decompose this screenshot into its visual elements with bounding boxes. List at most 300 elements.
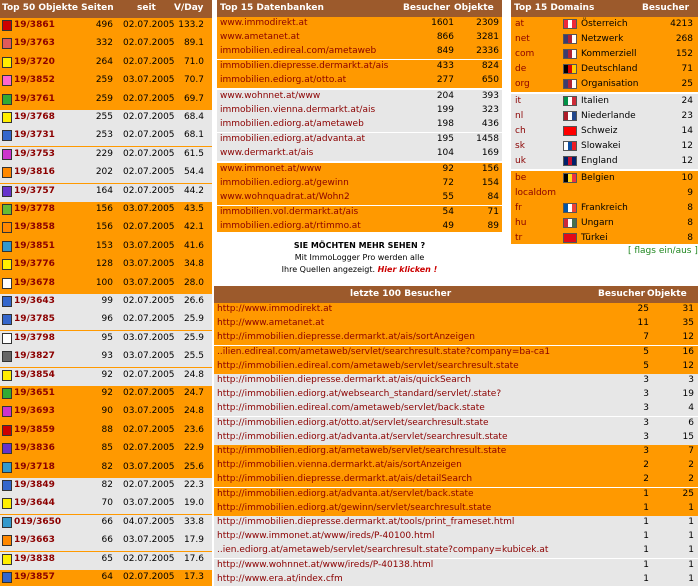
domain-name: Belgien	[581, 173, 615, 183]
domain-row	[511, 231, 698, 244]
object-link[interactable]: 19/3861	[14, 20, 55, 30]
object-vday: 24.8	[183, 406, 204, 417]
object-vday: 42.1	[183, 222, 204, 233]
visitor-besucher: 3	[643, 417, 649, 428]
datenbank-link[interactable]: immobilien.ediorg.at/otto.at	[220, 74, 347, 85]
top50-row[interactable]	[0, 36, 212, 54]
country-flag-icon	[563, 96, 577, 106]
domain-code: at	[515, 19, 525, 29]
visitor-besucher: 1	[643, 573, 649, 584]
datenbank-link[interactable]: immobilien.ediorg.at/gewinn	[220, 178, 349, 189]
top50-row[interactable]	[0, 496, 212, 514]
datenbank-objekte: 154	[481, 178, 499, 189]
top50-row[interactable]	[0, 18, 212, 36]
datenbank-objekte: 323	[481, 105, 499, 116]
object-count: 65	[101, 553, 113, 564]
visitor-objekte: 25	[682, 488, 694, 499]
datenbank-besucher: 92	[442, 164, 454, 174]
visitor-objekte: 19	[682, 389, 694, 400]
top50-row[interactable]	[0, 220, 212, 238]
visitor-row[interactable]	[214, 374, 698, 388]
visitor-row[interactable]	[214, 303, 698, 317]
visitor-besucher: 3	[643, 446, 649, 456]
object-count: 100	[95, 277, 113, 288]
object-date: 02.07.2005	[123, 130, 175, 141]
visitor-row[interactable]	[214, 559, 698, 573]
object-count: 153	[95, 240, 113, 251]
object-count: 82	[101, 480, 113, 490]
top50-row[interactable]	[0, 349, 212, 367]
visitor-besucher: 2	[643, 474, 649, 485]
visitor-row[interactable]	[214, 388, 698, 402]
visitor-objekte: 31	[682, 304, 694, 314]
object-link[interactable]: 19/3720	[14, 56, 55, 67]
object-vday: 26.6	[183, 296, 204, 306]
object-link[interactable]: 19/3798	[14, 332, 55, 343]
country-flag-icon	[563, 34, 577, 44]
object-date: 02.07.2005	[123, 572, 175, 582]
visitor-link[interactable]: http://immobilien.diepresse.dermarkt.at/ais/detailSearch	[217, 474, 473, 485]
object-date: 03.07.2005	[123, 277, 175, 288]
datenbank-link[interactable]: www.immonet.at/www	[220, 164, 322, 174]
top50-row[interactable]	[0, 239, 212, 257]
visitor-besucher: 3	[643, 431, 649, 442]
visitor-row[interactable]	[214, 502, 698, 516]
top50-row[interactable]	[0, 73, 212, 91]
top50-panel	[0, 0, 212, 586]
promo-click-link[interactable]: Hier klicken !	[377, 265, 438, 274]
object-date: 02.07.2005	[123, 93, 175, 104]
object-vday: 22.9	[183, 443, 204, 454]
object-link[interactable]: 19/3838	[14, 553, 55, 564]
object-date: 03.07.2005	[123, 240, 175, 251]
object-link[interactable]: 19/3768	[14, 112, 55, 122]
object-vday: 70.7	[183, 75, 204, 86]
document-icon	[2, 149, 12, 160]
visitor-besucher: 3	[643, 375, 649, 385]
visitor-link[interactable]: http://immobilien.ediorg.at/advanta.at/servlet/searchresult.state	[217, 431, 508, 442]
document-icon	[2, 296, 12, 307]
top50-row[interactable]	[0, 184, 212, 202]
visitor-link[interactable]: http://www.immonet.at/www/ireds/P-40100.html	[217, 531, 435, 542]
domain-code: tr	[515, 233, 523, 243]
document-icon	[2, 554, 12, 565]
object-link[interactable]: 19/3852	[14, 75, 55, 86]
domain-code: ch	[515, 126, 526, 136]
object-vday: 25.5	[183, 351, 204, 362]
top50-row[interactable]	[0, 276, 212, 294]
domain-count: 10	[681, 173, 693, 183]
object-count: 164	[95, 185, 113, 196]
visitor-row[interactable]	[214, 544, 698, 558]
visitor-row[interactable]	[214, 530, 698, 544]
top50-row[interactable]	[0, 404, 212, 422]
country-flag-icon	[563, 19, 577, 29]
domain-code: nl	[515, 111, 524, 121]
domain-name: Organisation	[581, 79, 639, 89]
object-date: 03.07.2005	[123, 498, 175, 509]
datenbank-link[interactable]: www.wohnquadrat.at/Wohn2	[220, 192, 350, 203]
document-icon	[2, 517, 12, 528]
visitor-link[interactable]: http://immobilien.diepresse.dermarkt.at/ais/sortAnzeigen	[217, 332, 475, 343]
object-date: 04.07.2005	[123, 516, 175, 527]
domain-row	[511, 32, 698, 47]
datenbank-row[interactable]	[217, 147, 502, 161]
object-link[interactable]: 19/3785	[14, 314, 55, 325]
top50-row[interactable]	[0, 570, 212, 586]
visitor-link[interactable]: http://immobilien.ediorg.at/advanta.at/servlet/back.state	[217, 488, 474, 499]
datenbank-link[interactable]: www.dermarkt.at/ais	[220, 147, 314, 158]
domain-name: England	[581, 156, 618, 166]
datenbank-besucher: 55	[442, 192, 454, 203]
object-count: 82	[101, 461, 113, 472]
object-vday: 24.8	[183, 369, 204, 380]
domain-name: Ungarn	[581, 218, 614, 228]
visitor-link[interactable]: http://immobilien.edireal.com/ametaweb/servlet/back.state	[217, 403, 485, 414]
visitor-row[interactable]	[214, 360, 698, 374]
datenbank-link[interactable]: immobilien.ediorg.at/ametaweb	[220, 119, 364, 130]
datenbank-link[interactable]: www.immodirekt.at	[220, 18, 308, 28]
visitor-link[interactable]: http://www.ametanet.at	[217, 318, 325, 329]
domain-count: 25	[681, 79, 693, 89]
top50-row[interactable]	[0, 460, 212, 478]
visitor-link[interactable]: http://www.immodirekt.at	[217, 304, 333, 314]
object-vday: 25.9	[183, 314, 204, 325]
visitor-besucher: 1	[643, 545, 649, 556]
visitor-link[interactable]: http://immobilien.diepresse.dermarkt.at/tools/print_frameset.html	[217, 517, 515, 527]
object-vday: 17.3	[183, 572, 204, 582]
top50-row[interactable]	[0, 533, 212, 551]
datenbank-link[interactable]: immobilien.vienna.dermarkt.at/ais	[220, 105, 376, 116]
datenbank-row[interactable]	[217, 177, 502, 191]
visitor-link[interactable]: http://immobilien.diepresse.dermarkt.at/ais/quickSearch	[217, 375, 471, 385]
domain-name: Kommerziell	[581, 49, 637, 59]
object-link[interactable]: 19/3778	[14, 204, 55, 214]
datenbank-besucher: 277	[436, 74, 454, 85]
visitor-link[interactable]: ..ilien.edireal.com/ametaweb/servlet/searchresult.state?company=ba-ca1	[217, 346, 551, 357]
object-link[interactable]: 19/3753	[14, 148, 55, 159]
document-icon	[2, 443, 12, 454]
top50-row[interactable]	[0, 257, 212, 275]
visitor-objekte: 2	[688, 460, 694, 471]
datenbank-besucher: 1601	[431, 18, 454, 28]
domain-row	[511, 17, 698, 32]
object-link[interactable]: 19/3857	[14, 572, 55, 582]
visitor-row[interactable]	[214, 317, 698, 331]
domain-count: 14	[681, 126, 693, 136]
object-link[interactable]: 19/3663	[14, 535, 55, 546]
object-date: 02.07.2005	[123, 388, 175, 398]
object-count: 156	[95, 204, 113, 214]
object-count: 156	[95, 222, 113, 233]
datenbank-link[interactable]: immobilien.diepresse.dermarkt.at/ais	[220, 60, 389, 71]
visitor-objekte: 1	[688, 502, 694, 513]
object-date: 03.07.2005	[123, 535, 175, 546]
visitor-link[interactable]: http://www.wohnnet.at/www/ireds/P-40138.html	[217, 559, 434, 570]
top50-row[interactable]	[0, 515, 212, 533]
document-icon	[2, 535, 12, 546]
domain-name: Türkei	[581, 233, 608, 243]
object-link[interactable]: 19/3757	[14, 185, 55, 196]
country-flag-icon	[563, 79, 577, 89]
object-vday: 71.0	[183, 56, 204, 67]
datenbank-row[interactable]	[217, 90, 502, 104]
domain-count: 8	[687, 218, 693, 228]
document-icon	[2, 351, 12, 362]
object-vday: 34.8	[183, 259, 204, 270]
object-date: 03.07.2005	[123, 406, 175, 417]
datenbank-besucher: 849	[436, 46, 454, 57]
visitor-link[interactable]: http://immobilien.ediorg.at/websearch_standard/servlet/.state?	[217, 389, 502, 400]
datenbank-row[interactable]	[217, 45, 502, 59]
datenbank-link[interactable]: immobilien.ediorg.at/rtimmo.at	[220, 220, 361, 231]
object-link[interactable]: 19/3827	[14, 351, 55, 362]
visitor-link[interactable]: ..ien.ediorg.at/ametaweb/servlet/searchresult.state?company=kubicek.at	[217, 545, 549, 556]
object-link[interactable]: 19/3763	[14, 38, 55, 49]
visitor-link[interactable]: http://immobilien.ediorg.at/otto.at/servlet/searchresult.state	[217, 417, 489, 428]
visitor-row[interactable]	[214, 331, 698, 345]
domain-row	[511, 109, 698, 124]
domain-name: Netzwerk	[581, 34, 624, 44]
datenbank-row[interactable]	[217, 220, 502, 232]
document-icon	[2, 259, 12, 270]
domain-count: 23	[681, 111, 693, 121]
datenbank-besucher: 49	[442, 220, 454, 231]
datenbank-row[interactable]	[217, 133, 502, 147]
datenbank-link[interactable]: immobilien.edireal.com/ametaweb	[220, 46, 377, 57]
visitor-objekte: 4	[688, 403, 694, 414]
datenbank-objekte: 436	[481, 119, 499, 130]
object-link[interactable]: 19/3643	[14, 296, 55, 306]
datenbank-row[interactable]	[217, 74, 502, 88]
visitors-panel	[214, 286, 698, 586]
datenbank-row[interactable]	[217, 163, 502, 177]
visitor-row[interactable]	[214, 445, 698, 459]
visitor-link[interactable]: http://immobilien.ediorg.at/gewinn/servlet/searchresult.state	[217, 502, 492, 513]
object-link[interactable]: 19/3761	[14, 93, 55, 104]
object-vday: 69.7	[183, 93, 204, 104]
datenbank-link[interactable]: www.ametanet.at	[220, 32, 300, 43]
visitors-title: letzte 100 Besucher	[350, 289, 452, 299]
visitor-row[interactable]	[214, 402, 698, 416]
object-date: 03.07.2005	[123, 461, 175, 472]
object-link[interactable]: 19/3693	[14, 406, 55, 417]
visitor-row[interactable]	[214, 346, 698, 360]
top50-row[interactable]	[0, 110, 212, 128]
top50-row[interactable]	[0, 147, 212, 165]
object-link[interactable]: 19/3858	[14, 222, 55, 233]
datenbank-objekte: 393	[481, 91, 499, 101]
visitor-objekte: 35	[682, 318, 694, 329]
visitor-row[interactable]	[214, 459, 698, 473]
domain-name: Deutschland	[581, 64, 638, 74]
datenbank-row[interactable]	[217, 31, 502, 45]
domain-code: com	[515, 49, 535, 59]
document-icon	[2, 462, 12, 473]
object-count: 92	[101, 369, 113, 380]
datenbank-objekte: 1458	[476, 133, 499, 144]
object-date: 02.07.2005	[123, 424, 175, 435]
object-link[interactable]: 19/3651	[14, 388, 55, 398]
datenbank-objekte: 824	[481, 60, 499, 71]
object-count: 259	[95, 93, 113, 104]
datenbank-besucher: 198	[436, 119, 454, 130]
domains-panel	[511, 0, 698, 244]
flags-toggle-link[interactable]: [ flags ein/aus ]	[628, 246, 698, 256]
visitor-objekte: 2	[688, 474, 694, 485]
promo-block	[217, 240, 502, 276]
datenbank-objekte: 2309	[476, 18, 499, 28]
datenbank-row[interactable]	[217, 60, 502, 74]
visitor-besucher: 1	[643, 517, 649, 527]
object-count: 90	[101, 406, 113, 417]
top50-row[interactable]	[0, 202, 212, 220]
document-icon	[2, 222, 12, 233]
object-link[interactable]: 19/3849	[14, 480, 55, 490]
datenbank-link[interactable]: immobilien.ediorg.at/advanta.at	[220, 133, 366, 144]
visitor-besucher: 3	[643, 403, 649, 414]
visitor-row[interactable]	[214, 488, 698, 502]
visitor-link[interactable]: http://www.era.at/index.cfm	[217, 573, 343, 584]
datenbank-besucher: 195	[436, 133, 454, 144]
datenbank-link[interactable]: www.wohnnet.at/www	[220, 91, 321, 101]
datenbanken-panel	[217, 0, 502, 232]
country-flag-icon	[563, 126, 577, 136]
object-link[interactable]: 19/3859	[14, 424, 55, 435]
visitor-row[interactable]	[214, 516, 698, 530]
visitors-objekte-header: Objekte	[647, 289, 687, 299]
top50-row[interactable]	[0, 423, 212, 441]
datenbank-row[interactable]	[217, 191, 502, 205]
visitor-objekte: 1	[688, 531, 694, 542]
top50-row[interactable]	[0, 441, 212, 459]
visitor-link[interactable]: http://immobilien.edireal.com/ametaweb/servlet/searchresult.state	[217, 360, 519, 371]
country-flag-icon	[563, 64, 577, 74]
object-count: 85	[101, 443, 113, 454]
domain-row	[511, 171, 698, 186]
visitor-link[interactable]: http://immobilien.vienna.dermarkt.at/ais/sortAnzeigen	[217, 460, 462, 471]
object-vday: 68.1	[183, 130, 204, 141]
top50-row[interactable]	[0, 294, 212, 312]
top50-row[interactable]	[0, 312, 212, 330]
object-link[interactable]: 19/3644	[14, 498, 55, 509]
object-link[interactable]: 19/3776	[14, 259, 55, 270]
visitor-objekte: 1	[688, 559, 694, 570]
object-link[interactable]: 19/3851	[14, 240, 55, 251]
object-count: 92	[101, 388, 113, 398]
document-icon	[2, 498, 12, 509]
object-date: 03.07.2005	[123, 332, 175, 343]
domain-count: 12	[681, 141, 693, 151]
top50-row[interactable]	[0, 552, 212, 570]
datenbank-row[interactable]	[217, 104, 502, 118]
visitor-link[interactable]: http://immobilien.ediorg.at/ametaweb/servlet/searchresult.state	[217, 446, 507, 456]
datenbank-besucher: 204	[436, 91, 454, 101]
object-count: 496	[95, 20, 113, 30]
object-link[interactable]: 19/3854	[14, 369, 55, 380]
document-icon	[2, 314, 12, 325]
datenbank-objekte: 650	[481, 74, 499, 85]
object-vday: 43.5	[183, 204, 204, 214]
top50-row[interactable]	[0, 92, 212, 110]
object-count: 332	[95, 38, 113, 49]
object-count: 70	[101, 498, 113, 509]
top50-row[interactable]	[0, 55, 212, 73]
datenbank-objekte: 71	[487, 206, 499, 217]
domain-count: 12	[681, 156, 693, 166]
promo-line3-text: Ihre Quellen angezeigt.	[281, 265, 376, 274]
document-icon	[2, 38, 12, 49]
country-flag-icon	[563, 156, 577, 166]
domain-code: it	[515, 96, 522, 106]
object-date: 02.07.2005	[123, 112, 175, 122]
object-date: 02.07.2005	[123, 443, 175, 454]
object-count: 96	[101, 314, 113, 325]
document-icon	[2, 75, 12, 86]
promo-line2: Mit ImmoLogger Pro werden alle	[294, 253, 425, 262]
document-icon	[2, 333, 12, 344]
object-date: 02.07.2005	[123, 56, 175, 67]
domain-count: 4213	[670, 19, 693, 29]
datenbank-besucher: 199	[436, 105, 454, 116]
datenbank-row[interactable]	[217, 17, 502, 31]
object-count: 99	[101, 296, 113, 306]
object-count: 66	[101, 535, 113, 546]
object-date: 02.07.2005	[123, 480, 175, 490]
domains-besucher-header: Besucher	[642, 3, 690, 13]
object-vday: 54.4	[183, 167, 204, 178]
visitor-row[interactable]	[214, 573, 698, 586]
object-vday: 22.3	[183, 480, 204, 490]
datenbank-besucher: 433	[436, 60, 454, 71]
object-count: 128	[95, 259, 113, 270]
visitor-objekte: 16	[682, 346, 694, 357]
object-link[interactable]: 19/3731	[14, 130, 55, 141]
object-link[interactable]: 19/3836	[14, 443, 55, 454]
top50-row[interactable]	[0, 368, 212, 386]
datenbank-row[interactable]	[217, 206, 502, 220]
object-link[interactable]: 19/3816	[14, 167, 55, 178]
country-flag-icon	[563, 111, 577, 121]
object-link[interactable]: 19/3678	[14, 277, 55, 288]
datenbanken-header	[217, 0, 502, 17]
visitor-besucher: 1	[643, 488, 649, 499]
top50-row[interactable]	[0, 165, 212, 183]
top50-row[interactable]	[0, 128, 212, 146]
document-icon	[2, 20, 12, 31]
top50-row[interactable]	[0, 331, 212, 349]
datenbank-link[interactable]: immobilien.vol.dermarkt.at/ais	[220, 206, 359, 217]
datenbank-row[interactable]	[217, 118, 502, 132]
visitor-row[interactable]	[214, 473, 698, 487]
visitor-row[interactable]	[214, 431, 698, 445]
object-link[interactable]: 19/3718	[14, 461, 55, 472]
object-count: 95	[101, 332, 113, 343]
datenbank-objekte: 3281	[476, 32, 499, 43]
visitor-row[interactable]	[214, 417, 698, 431]
object-count: 264	[95, 56, 113, 67]
object-link[interactable]: 019/3650	[14, 516, 62, 527]
object-vday: 25.6	[183, 461, 204, 472]
object-count: 259	[95, 75, 113, 86]
domain-count: 8	[687, 203, 693, 213]
visitor-objekte: 1	[688, 545, 694, 556]
datenbanken-objekte-header: Objekte	[454, 3, 494, 13]
top50-row[interactable]	[0, 478, 212, 496]
promo-line3	[217, 264, 502, 276]
top50-row[interactable]	[0, 386, 212, 404]
country-flag-icon	[563, 218, 577, 228]
